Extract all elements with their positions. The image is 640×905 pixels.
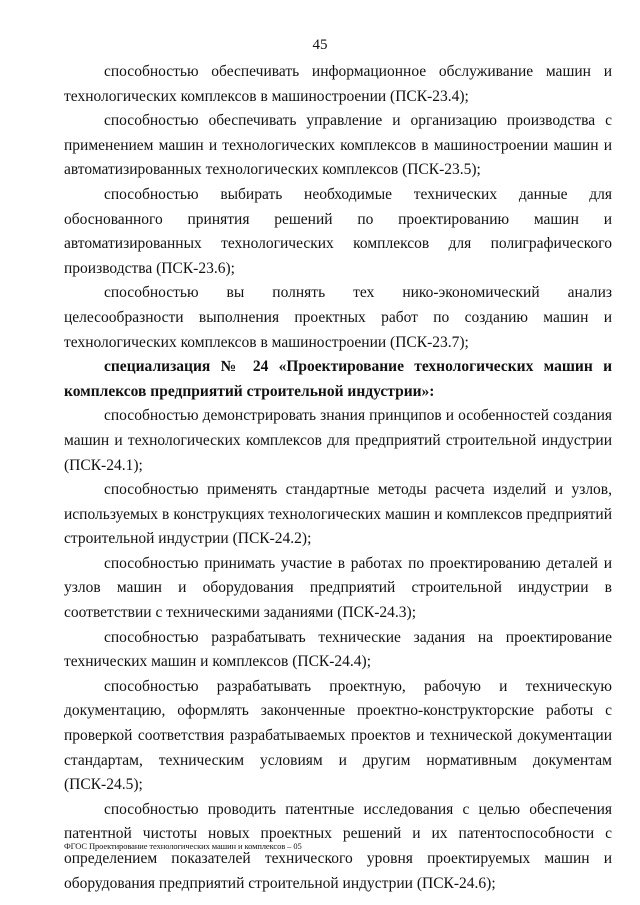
page-number: 45 <box>312 37 328 53</box>
paragraph: способностью принимать участие в работах по проектированию деталей и узлов машин и оборудования предприятий строительной индустрии в соответствии с техническими заданиями (ПСК-24.3); <box>64 554 612 622</box>
page-footer: ФГОС Проектирование технологических машин и комплексов – 05 <box>64 841 302 851</box>
paragraph: способностью проводить патентные исследования с целью обеспечения патентной чистоты новых проектных решений и их патентоспособности с определением показателей технического уровня проектируемых машин и оборудования предприятий строительной индустрии (ПСК-24.6); <box>64 800 612 892</box>
paragraph: способностью демонстрировать знания принципов и особенностей создания машин и технологических комплексов для предприятий строительной индустрии (ПСК-24.1); <box>64 407 612 474</box>
paragraph: способностью обеспечивать управление и организацию производства с применением машин и технологических комплексов в машиностроении машин и автоматизированных технологических комплексов (ПСК-23.5); <box>64 112 612 179</box>
paragraph: способностью обеспечивать информационное обслуживание машин и технологических комплексов в машиностроении (ПСК-23.4); <box>64 63 612 105</box>
paragraph: способностью разрабатывать проектную, рабочую и техническую документацию, оформлять законченные проектно-конструкторские работы с проверкой соответствия разрабатываемых проектов и технической документации стандартам, техническим условиям и другим нормативным документам (ПСК-24.5); <box>64 677 612 794</box>
paragraph: способностью выбирать необходимые технических данные для обоснованного принятия решений по проектированию машин и автоматизированных технологических комплексов для полиграфического производства (ПСК-23.6); <box>64 185 612 277</box>
paragraph: способностью применять стандартные методы расчета изделий и узлов, используемых в конструкциях технологических машин и комплексов предприятий строительной индустрии (ПСК-24.2); <box>64 481 612 548</box>
paragraph: способностью вы полнять тех нико-экономический анализ целесообразности выполнения проектных работ по созданию машин и технологических комплексов в машиностроении (ПСК-23.7); <box>64 284 612 351</box>
document-body <box>64 60 612 896</box>
specialization-heading: специализация № 24 «Проектирование технологических машин и комплексов предприятий строительной индустрии»: <box>64 358 612 400</box>
paragraph: способностью разрабатывать технические задания на проектирование технических машин и комплексов (ПСК-24.4); <box>64 628 612 671</box>
